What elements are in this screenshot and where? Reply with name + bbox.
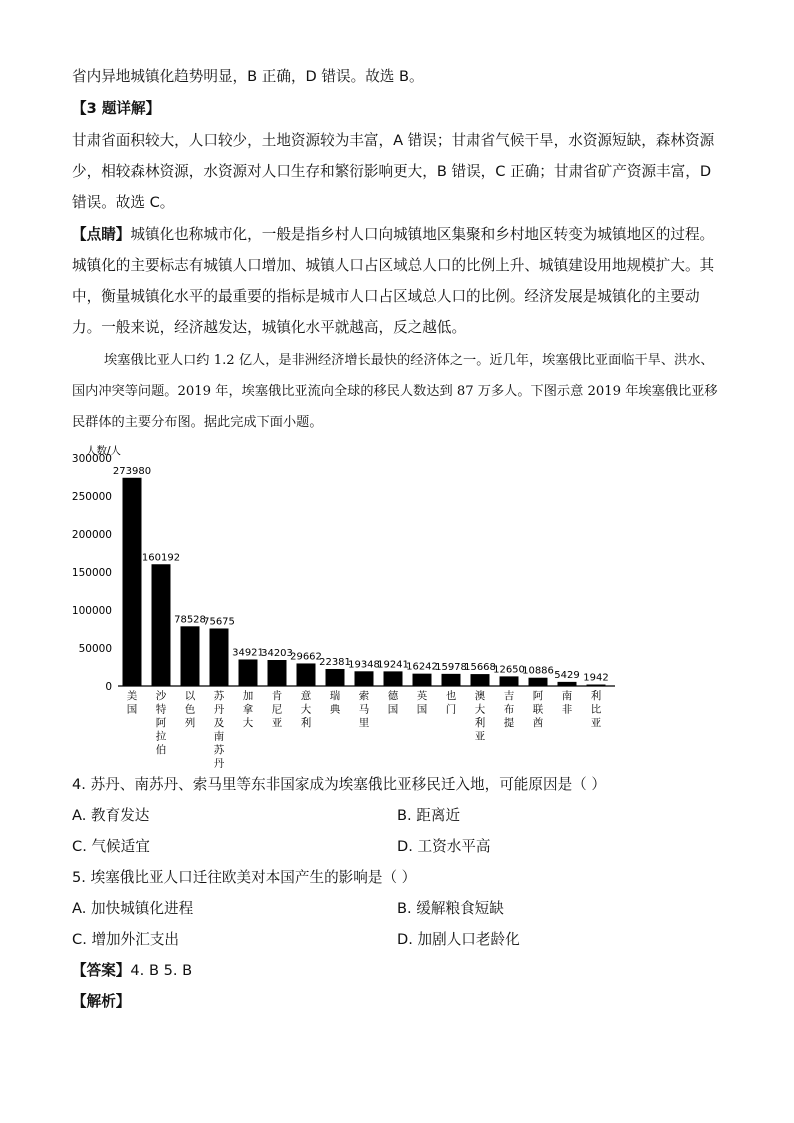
answer-label: 【答案】 xyxy=(72,962,131,979)
q3-explanation: 甘肃省面积较大，人口较少，土地资源较为丰富，A 错误；甘肃省气候干旱，水资源短缺，森林资源少，相较森林资源，水资源对人口生存和繁衍影响更大，B 错误，C 正确；甘肃省矿产资源丰富，D 错误。故选 C。 xyxy=(72,132,715,211)
bar-value-label: 160192 xyxy=(141,552,181,564)
previous-answer-tail: 省内异地城镇化趋势明显，B 正确，D 错误。故选 B。 xyxy=(72,68,424,85)
note-body: 城镇化也称城市化，一般是指乡村人口向城镇地区集聚和乡村地区转变为城镇地区的过程。城镇化的主要标志有城镇人口增加、城镇人口占区域总人口的比例上升、城镇建设用地规模扩大。其中，衡量城镇化水平的最重要的指标是城市人口占区域总人口的比例。经济发展是城镇化的主要动力。一般来说，经济越发达，城镇化水平就越高，反之越低。 xyxy=(72,226,715,336)
q5-option-a: A. 加快城镇化进程 xyxy=(72,900,194,917)
analysis-label: 【解析】 xyxy=(72,993,131,1010)
bar xyxy=(123,478,142,686)
bar-value-label: 34203 xyxy=(261,648,293,660)
note-paragraph xyxy=(72,219,722,343)
x-tick-label: 索马里 xyxy=(358,690,370,729)
bar xyxy=(529,678,548,686)
migration-bar-chart xyxy=(60,442,620,772)
bar xyxy=(326,669,345,686)
note-label: 【点睛】 xyxy=(72,226,131,243)
y-tick-label: 150000 xyxy=(71,567,112,579)
q5-option-b: B. 缓解粮食短缺 xyxy=(397,900,504,917)
x-tick-label: 吉布提 xyxy=(503,690,515,729)
bar xyxy=(239,659,258,686)
bar-value-label: 12650 xyxy=(493,664,525,676)
bar xyxy=(413,674,432,686)
bar xyxy=(297,663,316,686)
bar-value-label: 29662 xyxy=(290,651,322,663)
x-tick-label: 澳大利亚 xyxy=(474,690,486,743)
x-tick-label: 也门 xyxy=(445,690,457,716)
bar-value-label: 19348 xyxy=(348,659,380,671)
x-tick-label: 德国 xyxy=(387,690,399,716)
q5-stem: 5. 埃塞俄比亚人口迁往欧美对本国产生的影响是（ ） xyxy=(72,869,417,886)
bar xyxy=(442,674,461,686)
bar xyxy=(355,671,374,686)
bar xyxy=(471,674,490,686)
answer-line xyxy=(72,961,192,981)
q4-option-c: C. 气候适宜 xyxy=(72,838,150,855)
bar-value-label: 5429 xyxy=(554,669,580,681)
q4-option-a: A. 教育发达 xyxy=(72,807,150,824)
q4-stem: 4. 苏丹、南苏丹、索马里等东非国家成为埃塞俄比亚移民迁入地，可能原因是（ ） xyxy=(72,776,606,793)
bar-value-label: 34921 xyxy=(232,647,264,659)
q4-option-b: B. 距离近 xyxy=(397,807,461,824)
answer-text: 4. B 5. B xyxy=(130,962,193,979)
bar xyxy=(587,685,606,686)
y-tick-label: 200000 xyxy=(71,529,112,541)
y-tick-label: 300000 xyxy=(71,453,112,465)
question-intro: 埃塞俄比亚人口约 1.2 亿人，是非洲经济增长最快的经济体之一。近几年，埃塞俄比亚面临干旱、洪水、国内冲突等问题。2019 年，埃塞俄比亚流向全球的移民人数达到 87 万多人。下图示意 2019 年埃塞俄比亚移民群体的主要分布图。据此完成下面小题。 xyxy=(72,353,718,430)
bar-value-label: 78528 xyxy=(174,614,206,626)
q5-option-d: D. 加剧人口老龄化 xyxy=(397,931,520,948)
bar xyxy=(500,676,519,686)
bar-value-label: 15978 xyxy=(435,661,467,673)
bar-value-label: 16242 xyxy=(406,661,438,673)
bar xyxy=(210,628,229,686)
bar xyxy=(152,564,171,686)
x-tick-label: 阿联酋 xyxy=(532,690,544,729)
bar xyxy=(558,682,577,686)
x-tick-label: 南非 xyxy=(561,690,573,716)
bar-value-label: 75675 xyxy=(203,616,235,628)
bar-value-label: 22381 xyxy=(319,656,351,668)
bar-value-label: 19241 xyxy=(377,659,409,671)
x-tick-label: 意大利 xyxy=(300,690,312,729)
bar-value-label: 10886 xyxy=(522,665,554,677)
q3-heading: 【3 题详解】 xyxy=(72,100,161,117)
q5-option-c: C. 增加外汇支出 xyxy=(72,931,180,948)
bar-value-label: 15668 xyxy=(464,662,496,674)
x-tick-label: 肯尼亚 xyxy=(271,690,283,729)
q4-option-d: D. 工资水平高 xyxy=(397,838,491,855)
x-tick-label: 瑞典 xyxy=(329,690,341,716)
y-tick-label: 50000 xyxy=(78,643,112,655)
x-tick-label: 英国 xyxy=(416,690,428,716)
x-tick-label: 以色列 xyxy=(184,690,196,729)
y-tick-label: 250000 xyxy=(71,491,112,503)
x-tick-label: 苏丹及南苏丹 xyxy=(213,690,225,770)
bar xyxy=(384,671,403,686)
y-tick-label: 0 xyxy=(105,681,112,693)
bar xyxy=(268,660,287,686)
x-tick-label: 沙特阿拉伯 xyxy=(155,690,167,756)
x-tick-label: 加拿大 xyxy=(242,690,254,729)
y-tick-label: 100000 xyxy=(71,605,112,617)
bar-value-label: 1942 xyxy=(583,672,609,684)
x-tick-label: 利比亚 xyxy=(590,690,602,729)
bar xyxy=(181,626,200,686)
y-axis-label: 人数/人 xyxy=(86,445,122,457)
bar-value-label: 273980 xyxy=(112,465,152,477)
x-tick-label: 美国 xyxy=(126,690,138,716)
